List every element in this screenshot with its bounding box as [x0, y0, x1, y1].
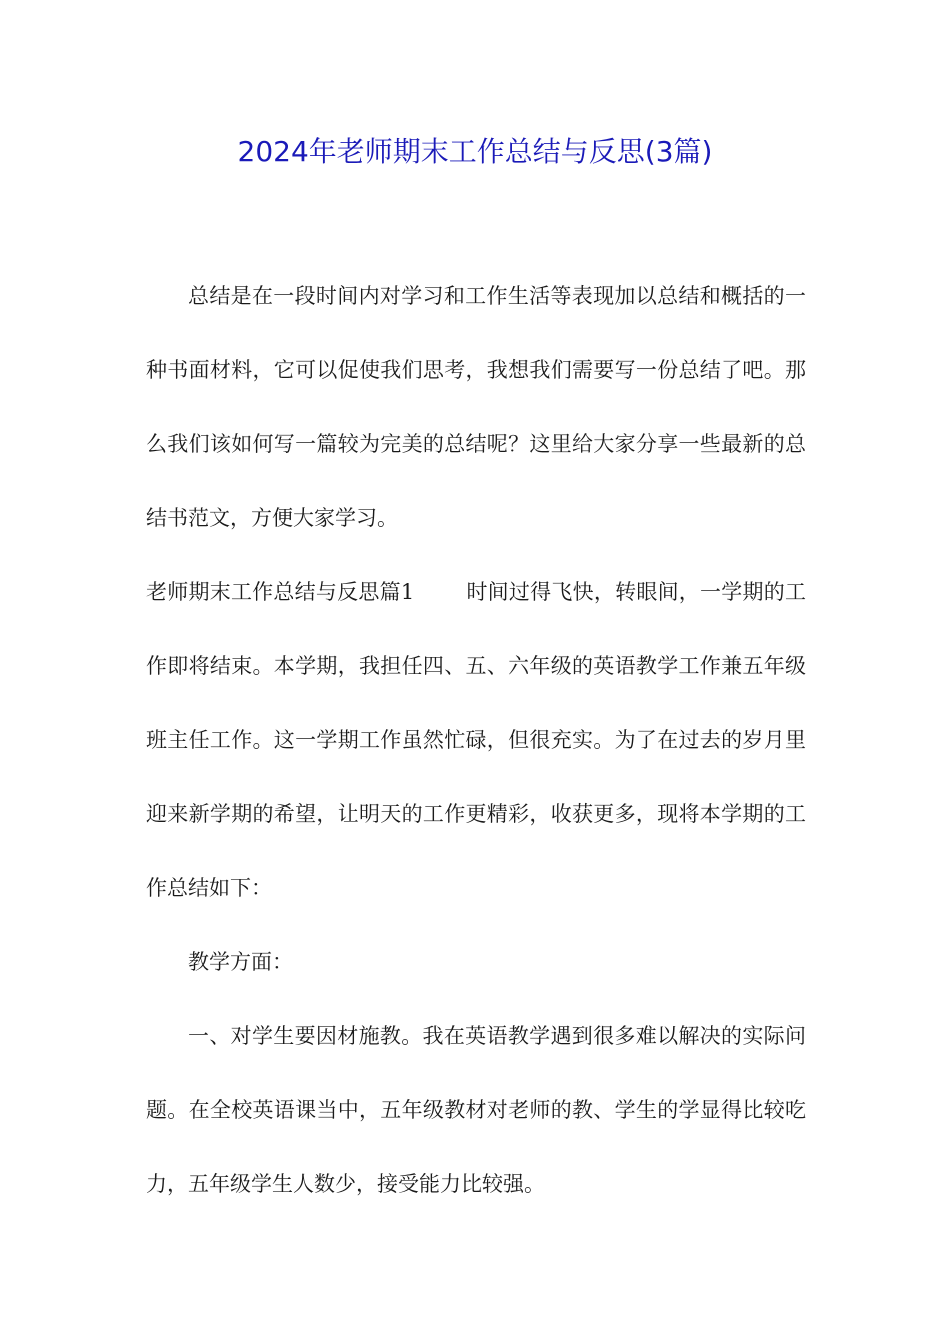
- article1-lead: 时间过得飞快，转眼间，一学期的工作即将结束。本学期，我担任四、五、六年级的英语教学工作兼五年级班主任工作。这一学期工作虽然忙碌，但很充实。为了在过去的岁月里迎来新学期的希望，让明天的工作更精彩，收获更多，现将本学期的工作总结如下：: [146, 580, 806, 900]
- article1-heading: 老师期末工作总结与反思篇1: [146, 580, 415, 604]
- intro-paragraph: 总结是在一段时间内对学习和工作生活等表现加以总结和概括的一种书面材料，它可以促使我们思考，我想我们需要写一份总结了吧。那么我们该如何写一篇较为完美的总结呢？这里给大家分享一些最新的总结书范文，方便大家学习。: [146, 284, 806, 530]
- point1-paragraph: 一、对学生要因材施教。我在英语教学遇到很多难以解决的实际问题。在全校英语课当中，五年级教材对老师的教、学生的学显得比较吃力，五年级学生人数少，接受能力比较强。: [146, 1024, 806, 1196]
- article1-paragraph: [146, 555, 806, 925]
- section-heading: 教学方面：: [188, 950, 293, 974]
- document-body: [146, 259, 806, 1221]
- document-title: 2024年老师期末工作总结与反思(3篇): [237, 135, 713, 168]
